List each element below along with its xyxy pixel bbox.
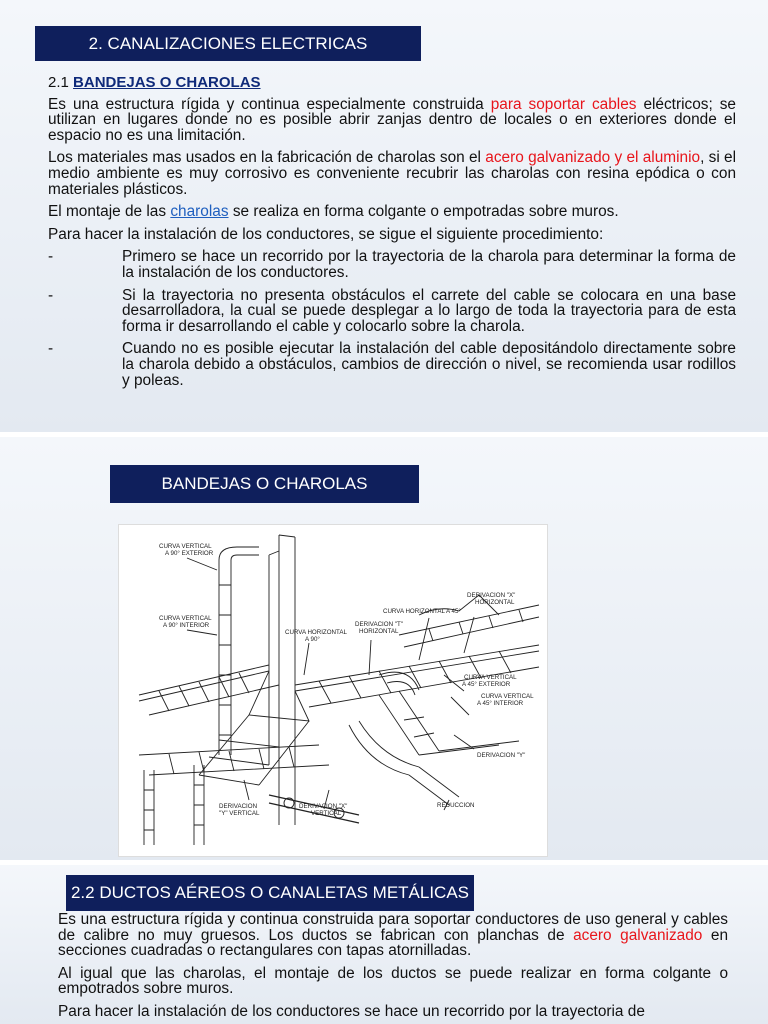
- label-derivacion-y-vertical-2: "Y" VERTICAL: [219, 810, 260, 817]
- highlight-text: acero galvanizado: [573, 926, 703, 944]
- text: , si el medio ambiente es muy corrosivo es conveniente recubrir las charolas con resina epódica o con materiales plásticos.: [48, 149, 737, 198]
- label-curva-vertical-interior-2: A 90° INTERIOR: [163, 622, 210, 629]
- label-curva-horizontal-45: CURVA HORIZONTAL A 45°: [383, 608, 461, 615]
- paragraph-procedimiento: Para hacer la instalación de los conductores, se sigue el siguiente procedimiento:: [48, 225, 604, 243]
- slide-title: 2. CANALIZACIONES ELECTRICAS: [35, 26, 421, 61]
- list-item: [48, 288, 736, 335]
- slide-body: [48, 75, 736, 395]
- paragraph-montaje-ductos: Al igual que las charolas, el montaje de los ductos se puede realizar en forma colgante o empotrados sobre muros.: [58, 964, 728, 998]
- list-item-text: Primero se hace un recorrido por la trayectoria de la charola para determinar la forma de la instalación de los conductores.: [122, 248, 736, 281]
- slide-ductos: [0, 865, 768, 1024]
- section-heading: [48, 75, 736, 91]
- slide-title: 2.2 DUCTOS AÉREOS O CANALETAS METÁLICAS: [66, 875, 474, 911]
- cable-tray-illustration: [119, 525, 547, 856]
- slide-title: BANDEJAS O CHAROLAS: [110, 465, 419, 503]
- list-item: [48, 249, 736, 280]
- bullet-marker: -: [48, 248, 54, 266]
- label-derivacion-t: DERIVACION "T": [355, 621, 403, 628]
- text: se realiza en forma colgante o empotradas sobre muros.: [232, 203, 619, 221]
- label-derivacion-y: DERIVACION "Y": [477, 752, 526, 759]
- label-curva-vertical-45-int-2: A 45° INTERIOR: [477, 700, 524, 707]
- label-reduccion: REDUCCION: [437, 802, 475, 809]
- label-curva-vertical-exterior-2: A 90° EXTERIOR: [165, 550, 214, 557]
- label-derivacion-t-2: HORIZONTAL: [359, 628, 399, 635]
- label-curva-vertical-45-int: CURVA VERTICAL: [481, 693, 534, 700]
- paragraph-montaje: [48, 204, 736, 220]
- paragraph-ductos: [58, 912, 728, 959]
- text: Es una estructura rígida y continua especialmente construida: [48, 95, 484, 113]
- slide-body: [58, 912, 728, 1024]
- text: eléctricos; se utilizan en lugares donde no es posible abrir zanjas dentro de locales o en exteriores donde el espacio no es una limitación.: [48, 95, 736, 144]
- cable-tray-diagram: [118, 524, 548, 857]
- paragraph-materiales: [48, 150, 736, 197]
- highlight-text: acero galvanizado y el aluminio: [485, 149, 701, 167]
- label-derivacion-x-horizontal-2: HORIZONTAL: [475, 599, 515, 606]
- label-curva-vertical-exterior: CURVA VERTICAL: [159, 543, 212, 550]
- label-derivacion-y-vertical: DERIVACION: [219, 803, 258, 810]
- paragraph-instalacion-ductos: Para hacer la instalación de los conductores se hace un recorrido por la trayectoria de: [58, 1002, 645, 1020]
- text: Los materiales mas usados en la fabricación de charolas son el: [48, 149, 481, 167]
- bullet-marker: -: [48, 340, 54, 358]
- highlight-text: para soportar cables: [490, 95, 637, 113]
- label-curva-horizontal-90-2: A 90°: [305, 636, 320, 643]
- label-curva-horizontal-90: CURVA HORIZONTAL: [285, 629, 347, 636]
- paragraph-definicion: [48, 97, 736, 144]
- label-derivacion-x-horizontal: DERIVACION "X": [467, 592, 516, 599]
- label-derivacion-x-vertical: DERIVACION "X": [299, 803, 348, 810]
- label-curva-vertical-45-ext-2: A 45° EXTERIOR: [462, 681, 511, 688]
- charolas-link[interactable]: charolas: [170, 203, 229, 221]
- section-number: 2.1: [48, 74, 69, 91]
- label-derivacion-x-vertical-2: VERTICAL: [311, 810, 342, 817]
- text: en secciones cuadradas o rectangulares con tapas atornilladas.: [58, 926, 729, 960]
- text: Es una estructura rígida y continua construida para soportar conductores de uso general y cables de calibre no muy gruesos. Los ductos se fabrican con planchas de: [58, 911, 728, 944]
- section-title: BANDEJAS O CHAROLAS: [73, 74, 261, 91]
- slide-bandejas-figura: [0, 437, 768, 860]
- list-item: [48, 341, 736, 388]
- label-curva-vertical-45-ext: CURVA VERTICAL: [464, 674, 517, 681]
- text: El montaje de las: [48, 203, 167, 221]
- bullet-marker: -: [48, 286, 54, 304]
- slide-canalizaciones: [0, 0, 768, 432]
- label-curva-vertical-interior: CURVA VERTICAL: [159, 615, 212, 622]
- list-item-text: Si la trayectoria no presenta obstáculos el carrete del cable se colocara en una base desarrolladora, la cual se puede desplegar a lo largo de toda la trayectoria para de esta forma ir desarrollando el cable y colocarlo sobre la charola.: [122, 286, 736, 335]
- list-item-text: Cuando no es posible ejecutar la instalación del cable depositándolo directamente sobre la charola debido a obstáculos, cambios de dirección o nivel, se recomienda usar rodillos y poleas.: [122, 340, 736, 389]
